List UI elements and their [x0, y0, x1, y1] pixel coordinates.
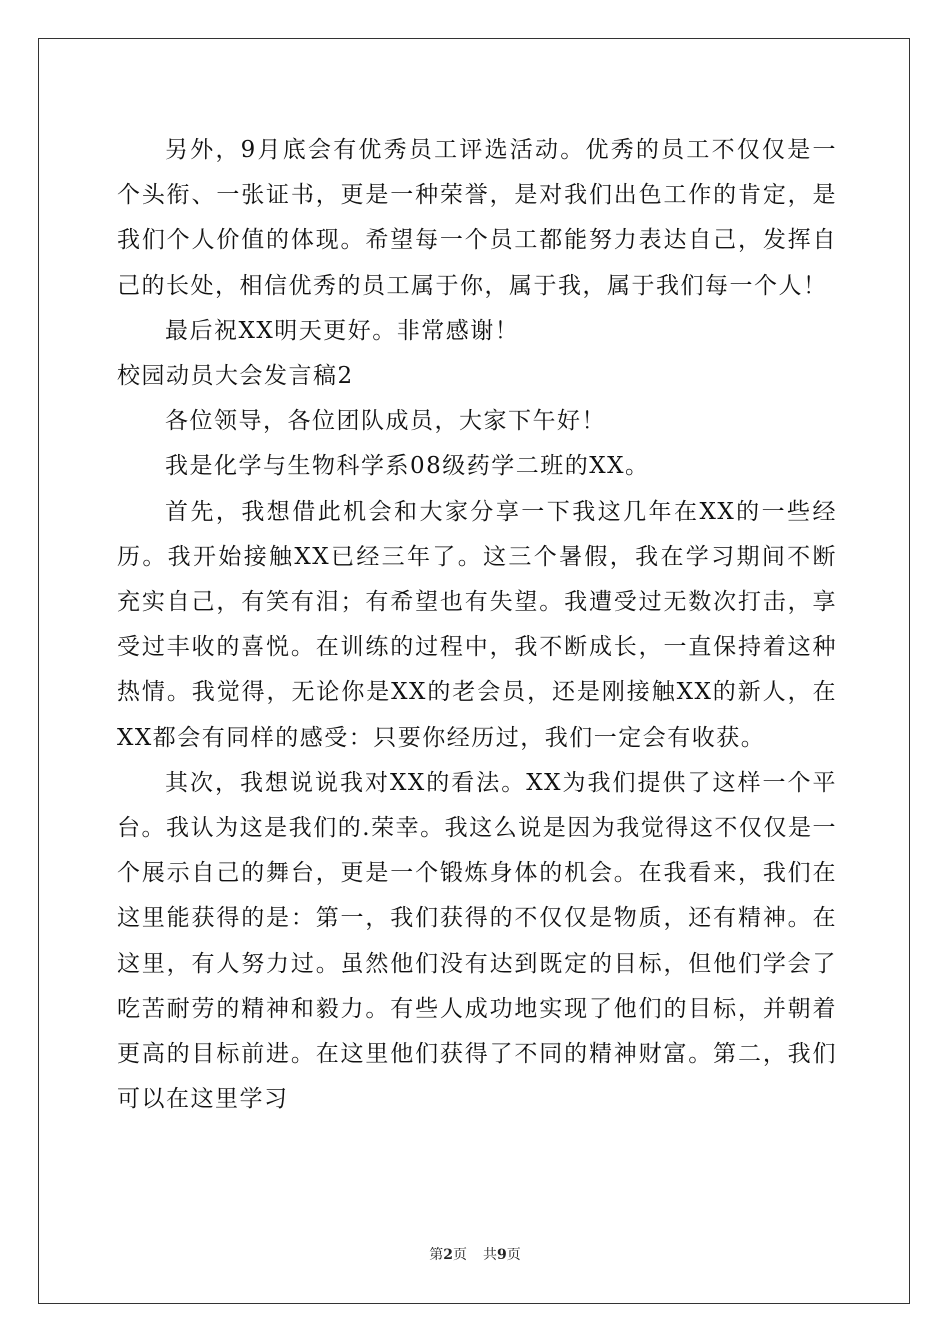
page-footer — [0, 1244, 950, 1264]
total-prefix: 共 — [483, 1247, 497, 1263]
paragraph-experience: 首先，我想借此机会和大家分享一下我这几年在XX的一些经历。我开始接触XX已经三年了。这三个暑假，我在学习期间不断充实自己，有笑有泪；有希望也有失望。我遭受过无数次打击，享受过丰收的喜悦。在训练的过程中，我不断成长，一直保持着这种热情。我觉得，无论你是XX的老会员，还是刚接触XX的新人，在XX都会有同样的感受：只要你经历过，我们一定会有收获。 — [117, 498, 837, 751]
paragraph-opinion: 其次，我想说说我对XX的看法。XX为我们提供了这样一个平台。我认为这是我们的.荣幸。我这么说是因为我觉得这不仅仅是一个展示自己的舞台，更是一个锻炼身体的机会。在我看来，我们在这里能获得的是：第一，我们获得的不仅仅是物质，还有精神。在这里，有人努力过。虽然他们没有达到既定的目标，但他们学会了吃苦耐劳的精神和毅力。有些人成功地实现了他们的目标，并朝着更高的目标前进。在这里他们获得了不同的精神财富。第二，我们可以在这里学习 — [117, 769, 837, 1113]
page-total: 9 — [497, 1247, 507, 1263]
paragraph-greeting: 各位领导，各位团队成员，大家下午好！ — [165, 408, 606, 435]
page-prefix: 第 — [429, 1247, 444, 1263]
paragraph-excellent-staff: 另外，9月底会有优秀员工评选活动。优秀的员工不仅仅是一个头衔、一张证书，更是一种荣誉，是对我们出色工作的肯定，是我们个人价值的体现。希望每一个员工都能努力表达自己，发挥自己的长处，相信优秀的员工属于你，属于我，属于我们每一个人！ — [117, 137, 837, 299]
document-body — [117, 128, 837, 1122]
total-suffix: 页 — [506, 1247, 521, 1263]
paragraph-closing-wish: 最后祝XX明天更好。非常感谢！ — [165, 317, 520, 344]
section-title: 校园动员大会发言稿2 — [117, 363, 354, 390]
page-current: 2 — [443, 1247, 453, 1263]
paragraph-self-intro: 我是化学与生物科学系08级药学二班的XX。 — [165, 453, 650, 480]
page-mid: 页 — [453, 1247, 467, 1263]
